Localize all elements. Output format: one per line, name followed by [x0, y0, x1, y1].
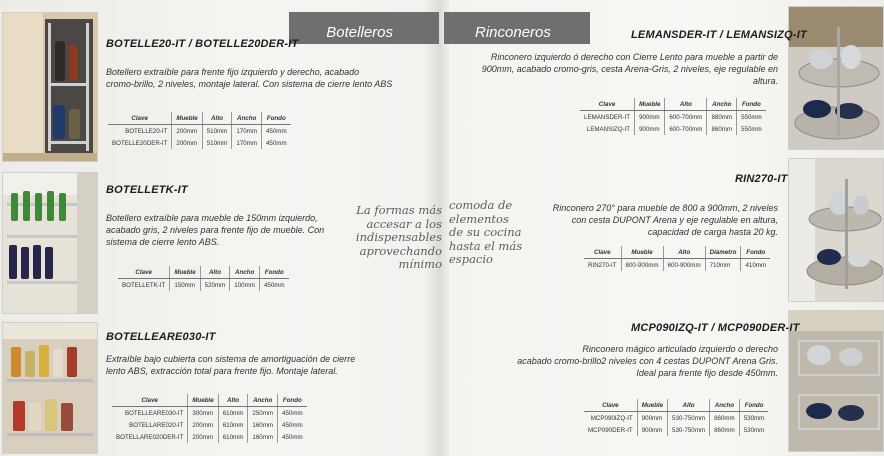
spec-table-botelle20: Clave Mueble Alto Ancho Fondo BOTELLE20-IT 200mm 510mm 170mm 450mm BOTELLE20DER-IT 200mm 510mm 170mm 450mm	[108, 112, 291, 149]
tagline-right: comoda de elementos de su cocina hasta el más espacio	[449, 198, 523, 266]
table-row: LEMANSDER-IT 900mm 600-700mm 880mm 550mm	[580, 111, 766, 124]
table-row: MCP090IZQ-IT 900mm 530-750mm 860mm 530mm	[584, 412, 768, 425]
product-title-botelleare: BOTELLEARE030-IT	[106, 331, 216, 343]
table-row: BOTELLARE020DER-IT 200mm 610mm 160mm 450mm	[112, 431, 307, 443]
photo-botelle20	[2, 12, 98, 162]
table-row: LEMANSIZQ-IT 900mm 600-700mm 860mm 550mm	[580, 123, 766, 135]
spec-table-mcp090: Clave Mueble Alto Ancho Fondo MCP090IZQ-IT 900mm 530-750mm 860mm 530mm MCP090DER-IT 900mm 530-750mm 860mm 530mm	[584, 399, 768, 436]
product-title-botelletk: BOTELLETK-IT	[106, 184, 188, 196]
product-desc-mcp090: Rinconero mágico articulado izquierdo o derecho acabado cromo-brillo2 niveles con 4 cestas DUPONT Arena Gris. Ideal para frente fijo desde 450mm.	[517, 344, 778, 378]
product-desc-botelle20: Botellero extraíble para frente fijo izquierdo y derecho, acabado cromo-brillo, 2 niveles, montaje lateral. Con sistema de cierre lento ABS	[106, 67, 393, 89]
table-row: BOTELLE20DER-IT 200mm 510mm 170mm 450mm	[108, 137, 291, 149]
table-row: RIN270-IT 800-900mm 600-900mm 710mm 410mm	[584, 259, 770, 272]
spec-table-botelleare: Clave Mueble Alto Ancho Fondo BOTELLEARE030-IT 300mm 610mm 250mm 450mm BOTELLARE020-IT 200mm 610mm 160mm 450mm BOTELLARE020DER-IT 200mm 610mm 160mm 450mm	[112, 394, 307, 443]
photo-rin270	[788, 158, 884, 302]
product-title-mcp090: MCP090IZQ-IT / MCP090DER-IT	[631, 322, 800, 334]
product-desc-botelleare: Extraíble bajo cubierta con sistema de amortiguación de cierre lento ABS, extracción total para frente fijo. Montaje lateral.	[106, 354, 356, 376]
spec-table-botelletk: Clave Mueble Alto Ancho Fondo BOTELLETK-IT 150mm 520mm 100mm 450mm	[118, 266, 289, 291]
spec-table-rin270: Clave Mueble Alto Diámetro Fondo RIN270-IT 800-900mm 600-900mm 710mm 410mm	[584, 246, 770, 271]
table-row: BOTELLETK-IT 150mm 520mm 100mm 450mm	[118, 279, 289, 292]
tab-botelleros: Botelleros	[289, 12, 439, 44]
table-row: MCP090DER-IT 900mm 530-750mm 860mm 530mm	[584, 424, 768, 436]
product-title-lemansder: LEMANSDER-IT / LEMANSIZQ-IT	[631, 29, 807, 41]
table-row: BOTELLEARE030-IT 300mm 610mm 250mm 450mm	[112, 407, 307, 420]
photo-botelletk	[2, 172, 98, 314]
photo-mcp090	[788, 310, 884, 452]
spec-table-lemansder: Clave Mueble Alto Ancho Fondo LEMANSDER-IT 900mm 600-700mm 880mm 550mm LEMANSIZQ-IT 900mm 600-700mm 860mm 550mm	[580, 98, 766, 135]
product-title-rin270: RIN270-IT	[735, 173, 788, 185]
photo-botelleare	[2, 322, 98, 454]
table-row: BOTELLE20-IT 200mm 510mm 170mm 450mm	[108, 125, 291, 138]
tagline-left: La formas más accesar a los indispensables aprovechando mínimo	[355, 203, 442, 271]
product-title-botelle20: BOTELLE20-IT / BOTELLE20DER-IT	[106, 38, 299, 50]
product-desc-lemansder: Rinconero izquierdo ó derecho con Cierre Lento para mueble a partir de 900mm, acabado cromo-gris, cesta Arena-Gris, 2 niveles, eje regulable en altura.	[481, 52, 778, 86]
table-row: BOTELLARE020-IT 200mm 610mm 160mm 450mm	[112, 419, 307, 431]
product-desc-botelletk: Botellero extraíble para mueble de 150mm izquierdo, acabado gris, 2 niveles para frente fijo de mueble. Con sistema de cierre lento ABS.	[106, 213, 325, 247]
photo-lemansder	[788, 6, 884, 150]
product-desc-rin270: Rinconero 270° para mueble de 800 a 900mm, 2 niveles con cesta DUPONT Arena y eje regulable en altura, capacidad de carga hasta 20 kg.	[552, 203, 778, 237]
tab-rinconeros: Rinconeros	[444, 12, 590, 44]
